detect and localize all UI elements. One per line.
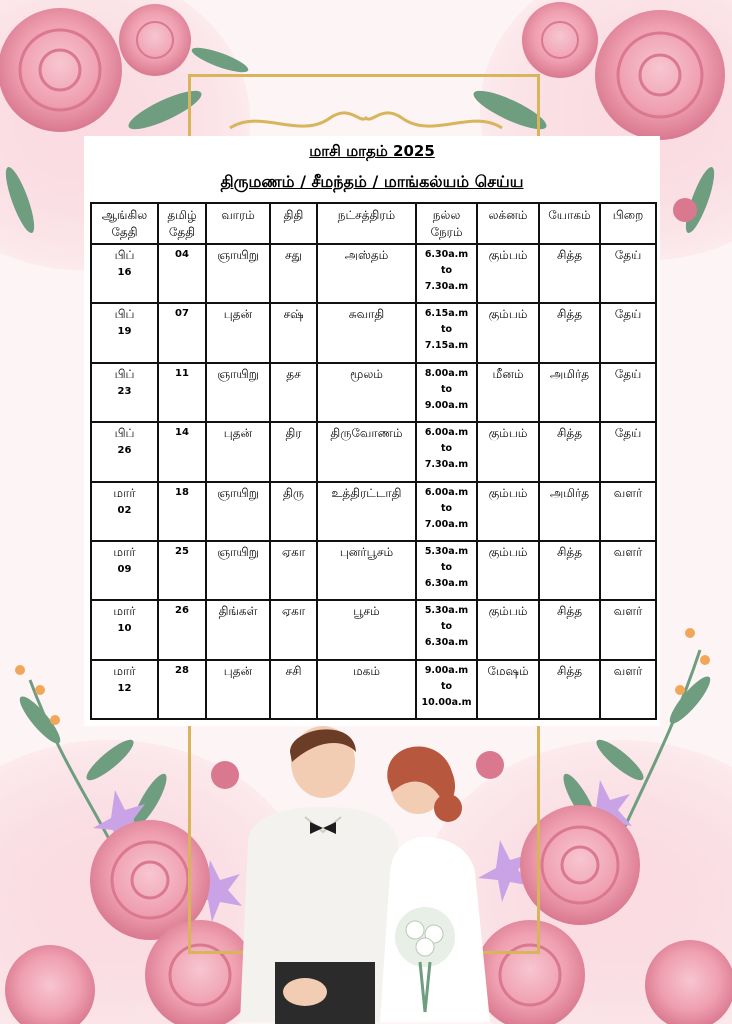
table-row xyxy=(91,482,656,541)
weekday-cell xyxy=(206,244,270,303)
tithi-cell xyxy=(270,541,317,600)
star-cell xyxy=(317,422,416,481)
yogam-cell xyxy=(539,600,600,659)
star-cell-text: பூசம் xyxy=(353,604,380,619)
pirai-cell-text: வளர் xyxy=(613,485,643,500)
pirai-cell xyxy=(600,303,656,362)
pirai-cell-text: வளர் xyxy=(613,663,643,678)
lagnam-cell-text: கும்பம் xyxy=(488,248,528,262)
auspicious-time-cell-text: 6.30a.m xyxy=(424,637,469,649)
tamil-date-cell-text: 07 xyxy=(175,308,189,320)
table-row xyxy=(91,660,656,719)
tithi-cell-text: திரு xyxy=(283,485,304,500)
yogam-cell-text: சித்த xyxy=(556,604,583,619)
column-header xyxy=(539,203,600,244)
star-cell xyxy=(317,363,416,422)
column-header xyxy=(416,203,477,244)
lagnam-cell-text: கும்பம் xyxy=(488,426,528,441)
auspicious-time-cell xyxy=(416,422,477,481)
tamil-date-cell-text: 14 xyxy=(175,427,189,439)
auspicious-time-cell-text: 9.00a.m xyxy=(424,664,469,676)
auspicious-time-cell-text: 6.00a.m xyxy=(424,427,469,439)
weekday-cell-text: புதன் xyxy=(223,426,253,441)
english-date-cell xyxy=(91,363,158,422)
column-header-text: பிறை xyxy=(612,208,644,222)
table-row xyxy=(91,541,656,600)
star-cell-text: மூலம் xyxy=(350,366,383,381)
table-row xyxy=(91,244,656,303)
star-cell-text: புனர்பூசம் xyxy=(339,544,394,559)
tithi-cell xyxy=(270,422,317,481)
tamil-date-cell-text: 28 xyxy=(175,664,189,676)
pirai-cell-text: தேய் xyxy=(614,307,642,322)
auspicious-time-cell-text: to xyxy=(440,324,453,336)
english-date-cell-text: 02 xyxy=(117,504,132,516)
table-row xyxy=(91,422,656,481)
pirai-cell xyxy=(600,600,656,659)
yogam-cell-text: சித்த xyxy=(556,663,583,678)
auspicious-time-cell-text: 6.30a.m xyxy=(424,577,469,589)
page-subtitle: திருமணம் / சீமந்தம் / மாங்கல்யம் செய்ய xyxy=(220,172,524,191)
auspicious-time-cell xyxy=(416,541,477,600)
auspicious-time-cell-text: 8.00a.m xyxy=(424,367,469,379)
weekday-cell-text: ஞாயிறு xyxy=(217,366,259,381)
yogam-cell-text: சித்த xyxy=(556,426,583,441)
pirai-cell-text: தேய் xyxy=(614,248,642,262)
english-date-cell xyxy=(91,660,158,719)
auspicious-time-cell xyxy=(416,482,477,541)
auspicious-time-cell-text: 9.00a.m xyxy=(424,399,469,411)
column-header xyxy=(600,203,656,244)
pirai-cell-text: வளர் xyxy=(613,544,643,559)
english-date-cell-text: பிப் xyxy=(114,426,135,441)
tithi-cell xyxy=(270,482,317,541)
tithi-cell-text: சஷ் xyxy=(283,307,304,322)
pirai-cell xyxy=(600,244,656,303)
star-cell-text: திருவோணம் xyxy=(330,426,403,441)
lagnam-cell xyxy=(477,363,539,422)
tamil-date-cell-text: 04 xyxy=(175,249,189,260)
weekday-cell xyxy=(206,422,270,481)
star-cell xyxy=(317,600,416,659)
lagnam-cell-text: மீனம் xyxy=(492,366,524,381)
yogam-cell xyxy=(539,244,600,303)
auspicious-time-cell-text: 6.15a.m xyxy=(424,308,469,320)
lagnam-cell xyxy=(477,541,539,600)
auspicious-time-cell-text: 5.30a.m xyxy=(424,605,469,617)
weekday-cell xyxy=(206,600,270,659)
weekday-cell-text: ஞாயிறு xyxy=(217,248,259,262)
column-header-text: நேரம் xyxy=(430,225,463,239)
tithi-cell-text: தச xyxy=(286,366,301,381)
english-date-cell xyxy=(91,541,158,600)
tamil-date-cell-text: 11 xyxy=(175,367,189,379)
auspicious-dates-table xyxy=(90,202,657,720)
weekday-cell xyxy=(206,660,270,719)
column-header-text: திதி xyxy=(283,208,304,222)
star-cell-text: அஸ்தம் xyxy=(344,248,389,262)
schedule-panel xyxy=(84,136,660,726)
lagnam-cell-text: கும்பம் xyxy=(488,604,528,619)
pirai-cell xyxy=(600,422,656,481)
column-header xyxy=(206,203,270,244)
english-date-cell xyxy=(91,600,158,659)
column-header xyxy=(270,203,317,244)
pirai-cell-text: வளர் xyxy=(613,604,643,619)
auspicious-time-cell xyxy=(416,363,477,422)
column-header-text: தேதி xyxy=(111,225,138,239)
yogam-cell xyxy=(539,482,600,541)
auspicious-time-cell-text: to xyxy=(440,502,453,514)
page-title: மாசி மாதம் 2025 xyxy=(309,142,435,160)
auspicious-time-cell xyxy=(416,660,477,719)
weekday-cell-text: ஞாயிறு xyxy=(217,544,259,559)
table-header-row xyxy=(91,203,656,244)
column-header xyxy=(317,203,416,244)
tamil-date-cell xyxy=(158,600,206,659)
auspicious-time-cell xyxy=(416,600,477,659)
yogam-cell-text: சித்த xyxy=(556,544,583,559)
bride xyxy=(380,747,490,1022)
pirai-cell xyxy=(600,660,656,719)
star-cell-text: மகம் xyxy=(353,663,380,678)
english-date-cell-text: 19 xyxy=(117,326,132,338)
tamil-date-cell-text: 18 xyxy=(175,486,189,498)
lagnam-cell xyxy=(477,303,539,362)
english-date-cell-text: பிப் xyxy=(114,307,135,322)
yogam-cell-text: அமிர்த xyxy=(549,366,590,381)
yogam-cell xyxy=(539,363,600,422)
auspicious-time-cell-text: 6.00a.m xyxy=(424,486,469,498)
auspicious-time-cell-text: to xyxy=(440,383,453,395)
lagnam-cell-text: கும்பம் xyxy=(488,485,528,500)
wedding-couple-illustration xyxy=(220,722,520,1024)
column-header-text: ஆங்கில xyxy=(101,208,148,222)
english-date-cell-text: பிப் xyxy=(114,366,135,381)
lagnam-cell-text: மேஷம் xyxy=(487,663,529,678)
groom xyxy=(240,726,406,1024)
column-header-text: யோகம் xyxy=(548,208,591,222)
lagnam-cell xyxy=(477,600,539,659)
english-date-cell-text: 26 xyxy=(117,445,132,457)
english-date-cell-text: 23 xyxy=(117,385,132,397)
english-date-cell xyxy=(91,422,158,481)
star-cell xyxy=(317,303,416,362)
tamil-date-cell-text: 25 xyxy=(175,545,189,557)
tamil-date-cell xyxy=(158,303,206,362)
column-header xyxy=(158,203,206,244)
english-date-cell-text: 12 xyxy=(117,682,132,694)
tamil-date-cell xyxy=(158,660,206,719)
lagnam-cell-text: கும்பம் xyxy=(488,544,528,559)
yogam-cell-text: சித்த xyxy=(556,307,583,322)
auspicious-time-cell-text: 5.30a.m xyxy=(424,545,469,557)
tithi-cell xyxy=(270,244,317,303)
star-cell xyxy=(317,660,416,719)
weekday-cell xyxy=(206,363,270,422)
yogam-cell-text: அமிர்த xyxy=(549,485,590,500)
auspicious-time-cell-text: to xyxy=(440,443,453,455)
auspicious-time-cell-text: 6.30a.m xyxy=(424,249,469,260)
weekday-cell xyxy=(206,482,270,541)
column-header xyxy=(477,203,539,244)
pirai-cell xyxy=(600,482,656,541)
tamil-date-cell xyxy=(158,363,206,422)
table-row xyxy=(91,363,656,422)
tithi-cell-text: சசி xyxy=(285,663,302,678)
english-date-cell-text: 09 xyxy=(117,563,132,575)
auspicious-time-cell xyxy=(416,244,477,303)
table-row xyxy=(91,303,656,362)
auspicious-time-cell-text: to xyxy=(440,680,453,692)
tamil-date-cell xyxy=(158,244,206,303)
tithi-cell-text: சது xyxy=(284,248,303,262)
weekday-cell-text: ஞாயிறு xyxy=(217,485,259,500)
english-date-cell-text: பிப் xyxy=(114,248,135,262)
star-cell xyxy=(317,482,416,541)
tamil-date-cell xyxy=(158,422,206,481)
column-header-text: தமிழ் xyxy=(167,208,197,222)
auspicious-time-cell-text: to xyxy=(440,621,453,633)
yogam-cell xyxy=(539,303,600,362)
column-header-text: வாரம் xyxy=(221,208,255,222)
english-date-cell xyxy=(91,244,158,303)
yogam-cell xyxy=(539,422,600,481)
pirai-cell xyxy=(600,363,656,422)
lagnam-cell xyxy=(477,482,539,541)
tamil-date-cell xyxy=(158,482,206,541)
column-header-text: நல்ல xyxy=(432,208,461,222)
tithi-cell xyxy=(270,600,317,659)
tithi-cell-text: ஏகா xyxy=(281,544,306,559)
english-date-cell-text: மார் xyxy=(113,604,136,619)
star-cell-text: சுவாதி xyxy=(348,307,385,322)
english-date-cell-text: மார் xyxy=(113,485,136,500)
column-header xyxy=(91,203,158,244)
tithi-cell xyxy=(270,660,317,719)
english-date-cell-text: 10 xyxy=(117,623,132,635)
lagnam-cell xyxy=(477,422,539,481)
yogam-cell xyxy=(539,541,600,600)
english-date-cell xyxy=(91,482,158,541)
pirai-cell-text: தேய் xyxy=(614,426,642,441)
column-header-text: தேதி xyxy=(168,225,196,239)
lagnam-cell-text: கும்பம் xyxy=(488,307,528,322)
star-cell-text: உத்திரட்டாதி xyxy=(331,485,402,500)
pirai-cell xyxy=(600,541,656,600)
tamil-date-cell-text: 26 xyxy=(175,605,189,617)
star-cell xyxy=(317,541,416,600)
tamil-date-cell xyxy=(158,541,206,600)
auspicious-time-cell-text: 7.00a.m xyxy=(424,518,469,530)
english-date-cell-text: மார் xyxy=(113,544,136,559)
auspicious-time-cell-text: to xyxy=(440,265,453,276)
english-date-cell-text: 16 xyxy=(117,267,132,278)
tithi-cell xyxy=(270,303,317,362)
lagnam-cell xyxy=(477,660,539,719)
auspicious-time-cell-text: 10.00a.m xyxy=(421,696,472,708)
yogam-cell xyxy=(539,660,600,719)
auspicious-time-cell-text: 7.15a.m xyxy=(424,340,469,352)
weekday-cell-text: புதன் xyxy=(223,663,253,678)
table-row xyxy=(91,600,656,659)
weekday-cell xyxy=(206,541,270,600)
tithi-cell-text: ஏகா xyxy=(281,604,306,619)
pirai-cell-text: தேய் xyxy=(614,366,642,381)
tithi-cell-text: திர xyxy=(285,426,302,441)
lagnam-cell xyxy=(477,244,539,303)
column-header-text: நட்சத்திரம் xyxy=(337,208,396,222)
english-date-cell xyxy=(91,303,158,362)
column-header-text: லக்னம் xyxy=(488,208,528,222)
english-date-cell-text: மார் xyxy=(113,663,136,678)
auspicious-time-cell-text: 7.30a.m xyxy=(424,459,469,471)
weekday-cell-text: திங்கள் xyxy=(218,604,258,619)
tithi-cell xyxy=(270,363,317,422)
auspicious-time-cell xyxy=(416,303,477,362)
auspicious-time-cell-text: 7.30a.m xyxy=(424,281,469,292)
yogam-cell-text: சித்த xyxy=(556,248,583,262)
weekday-cell-text: புதன் xyxy=(223,307,253,322)
weekday-cell xyxy=(206,303,270,362)
auspicious-time-cell-text: to xyxy=(440,561,453,573)
star-cell xyxy=(317,244,416,303)
